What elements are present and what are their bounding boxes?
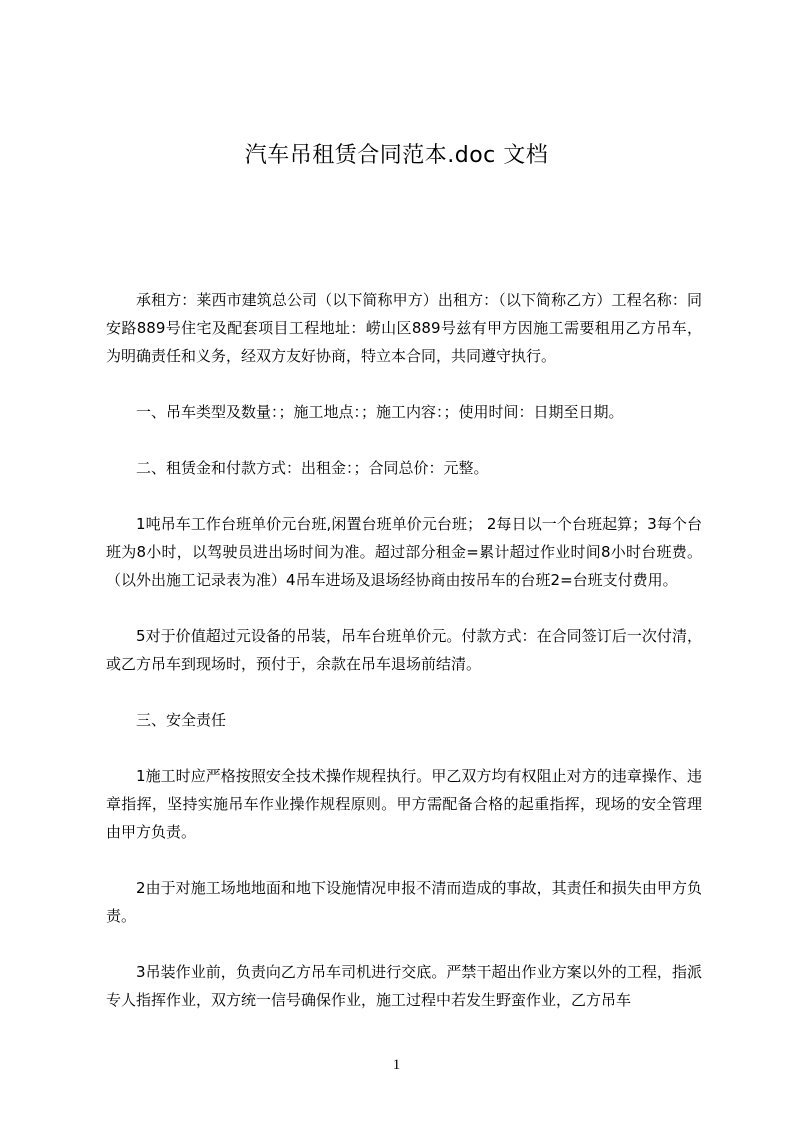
paragraph-section-1: 一、吊车类型及数量：；施工地点：；施工内容：；使用时间：日期至日期。: [136, 403, 624, 421]
document-body: [106, 286, 702, 1042]
paragraph-safety-3: 3吊装作业前，负责向乙方吊车司机进行交底。严禁干超出作业方案以外的工程，指派专人指挥作业，双方统一信号确保作业，施工过程中若发生野蛮作业，乙方吊车: [106, 963, 702, 1009]
paragraph-section-2: 二、租赁金和付款方式：出租金：；合同总价：元整。: [136, 459, 489, 477]
paragraph-safety-2: 2由于对施工场地地面和地下设施情况申报不清而造成的事故，其责任和损失由甲方负责。: [106, 879, 702, 925]
paragraph-rental-terms: 1吨吊车工作台班单价元台班,闲置台班单价元台班； 2每日以一个台班起算；3每个台班为8小时，以驾驶员进出场时间为准。超过部分租金=累计超过作业时间8小时台班费。（以外出施工记录表为准）4吊车进场及退场经协商由按吊车的台班2=台班支付费用。: [106, 515, 702, 589]
page-number: 1: [392, 1057, 401, 1073]
paragraph-safety-1: 1施工时应严格按照安全技术操作规程执行。甲乙双方均有权阻止对方的违章操作、违章指挥，坚持实施吊车作业操作规程原则。甲方需配备合格的起重指挥，现场的安全管理由甲方负责。: [106, 767, 702, 841]
document-title: 汽车吊租赁合同范本.doc 文档: [244, 143, 549, 168]
paragraph-section-3-heading: 三、安全责任: [136, 711, 227, 729]
paragraph-intro: 承租方：莱西市建筑总公司（以下简称甲方）出租方：（以下简称乙方）工程名称：同安路889号住宅及配套项目工程地址：崂山区889号兹有甲方因施工需要租用乙方吊车，为明确责任和义务，经双方友好协商，特立本合同，共同遵守执行。: [106, 291, 702, 365]
paragraph-payment-terms: 5对于价值超过元设备的吊装，吊车台班单价元。付款方式：在合同签订后一次付清，或乙方吊车到现场时，预付于，余款在吊车退场前结清。: [106, 627, 702, 673]
